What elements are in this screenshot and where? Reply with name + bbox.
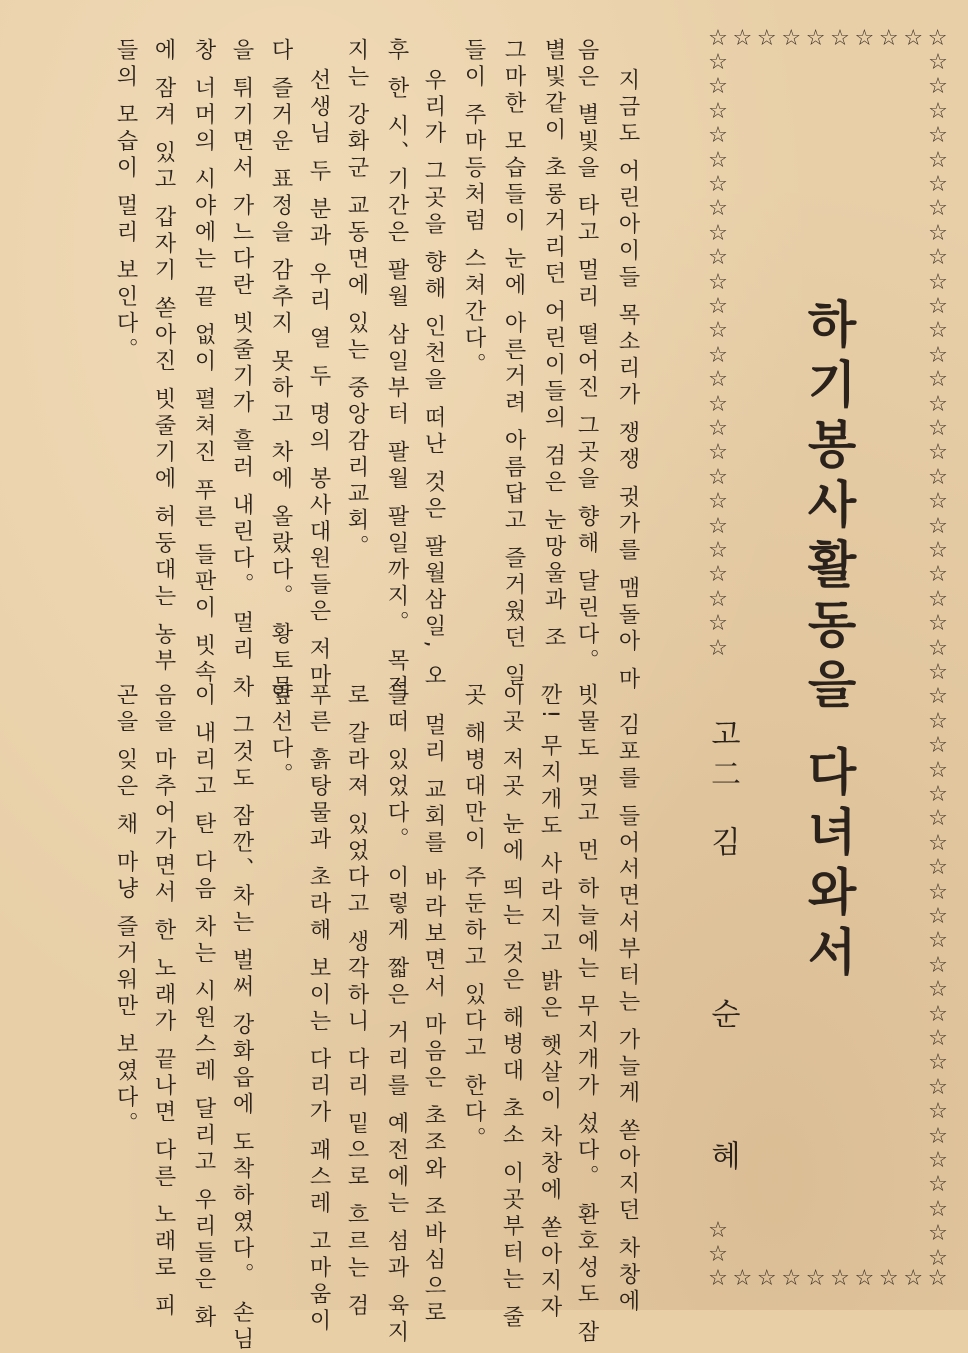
body-column: 그것도 잠깐、차는 벌써 강화읍에 도착하였다。 손님 [229,713,254,1353]
border-star-icon: ☆ [928,74,948,99]
border-star-icon: ☆ [928,50,948,75]
border-star-icon: ☆ [805,26,826,51]
border-star-icon: ☆ [928,611,948,636]
border-star-icon: ☆ [903,1266,924,1291]
border-star-icon: ☆ [708,148,728,173]
body-column: 선생님 두 분과 우리 열 두 명의 봉사대원들은 저마 [306,68,331,690]
border-star-icon: ☆ [708,465,728,490]
body-column: 빗물도 멎고 먼 하늘에는 무지개가 섰다。 환호성도 잠 [574,683,599,1347]
border-star-icon: ☆ [708,172,728,197]
border-star-icon: ☆ [708,538,728,563]
body-column: 들이 주마등처럼 스쳐간다。 [461,38,486,379]
border-star-icon: ☆ [928,294,948,319]
border-star-icon: ☆ [708,392,728,417]
border-star-icon: ☆ [732,26,753,51]
body-column: 이 내리고 탄 다음 차는 시원스레 달리고 우리들은 화 [191,683,216,1332]
body-column: 이곳 저곳 눈에 띄는 것은 해병대 초소 이곳부터는 줄 [499,683,524,1332]
border-star-icon: ☆ [928,904,948,929]
border-star-icon: ☆ [756,1266,777,1291]
border-star-icon: ☆ [928,977,948,1002]
border-star-icon: ☆ [708,1266,728,1291]
body-column: 깐! 무지개도 사라지고 밝은 햇살이 차창에 쏟아지자 [537,683,562,1322]
border-star-icon: ☆ [928,538,948,563]
border-star-icon: ☆ [928,172,948,197]
border-star-icon: ☆ [928,758,948,783]
border-star-icon: ☆ [928,221,948,246]
body-column: 곤을 잊은 채 마냥 즐거워만 보였다。 [113,683,138,1138]
border-star-icon: ☆ [928,1075,948,1100]
byline-name-3: 혜 [705,1140,740,1170]
border-star-icon: ☆ [928,1246,948,1271]
border-star-icon: ☆ [928,880,948,905]
body-column: 별빛같이 초롱거리던 어린이들의 검은 눈망울과 조 [541,38,566,652]
border-star-icon: ☆ [708,1218,728,1243]
border-star-icon: ☆ [708,26,728,51]
byline-name-1: 김 [705,826,740,856]
border-star-icon: ☆ [708,123,728,148]
body-column: 지금도 어린아이들 목소리가 쟁쟁 귓가를 맴돌아 마 [615,68,640,694]
border-star-icon: ☆ [928,1221,948,1246]
body-column: 음은 별빛을 타고 멀리 떨어진 그곳을 향해 달린다。 [574,38,599,675]
border-star-icon: ☆ [928,1002,948,1027]
border-star-icon: ☆ [928,1124,948,1149]
border-star-icon: ☆ [708,489,728,514]
border-star-icon: ☆ [928,489,948,514]
border-star-icon: ☆ [781,1266,802,1291]
border-star-icon: ☆ [928,1026,948,1051]
body-column: 우리가 그곳을 향해 인천을 떠난 것은 팔월삼일, 오 [421,68,446,690]
border-star-icon: ☆ [928,123,948,148]
body-column: 들떠 있었다。 이렇게 짧은 거리를 예전에는 섬과 육지 [384,683,409,1347]
body-column: 멀리 교회를 바라보면서 마음은 초조와 조바심으로 [421,713,446,1327]
body-column: 후 한 시、기간은 팔월 삼일부터 팔월 팔일까지。 목적 [384,38,409,702]
body-column: 다 즐거운 표정을 감추지 못하고 차에 올랐다。 황토물 [268,38,293,702]
body-column: 음을 마추어가면서 한 노래가 끝나면 다른 노래로 피 [151,683,176,1320]
body-column: 로 갈라져 있었다고 생각하니 다리 밑으로 흐르는 검 [344,683,369,1320]
border-star-icon: ☆ [928,270,948,295]
border-star-icon: ☆ [854,26,875,51]
border-star-icon: ☆ [708,50,728,75]
border-star-icon: ☆ [928,636,948,661]
body-column: 에 잠겨 있고 갑자기 쏟아진 빗줄기에 허둥대는 농부 [151,38,176,675]
border-star-icon: ☆ [928,367,948,392]
border-star-icon: ☆ [708,74,728,99]
border-star-icon: ☆ [928,855,948,880]
border-star-icon: ☆ [830,26,850,51]
border-star-icon: ☆ [708,318,728,343]
border-star-icon: ☆ [708,343,728,368]
border-star-icon: ☆ [927,26,948,51]
border-star-icon: ☆ [708,221,728,246]
border-star-icon: ☆ [708,416,728,441]
border-star-icon: ☆ [708,245,728,270]
border-star-icon: ☆ [708,440,728,465]
border-star-icon: ☆ [708,587,728,612]
body-column: 김포를 들어서면서부터는 가늘게 쏟아지던 차창에 [615,713,640,1316]
border-star-icon: ☆ [928,684,948,709]
border-star-icon: ☆ [708,367,728,392]
border-star-icon: ☆ [928,587,948,612]
border-star-icon: ☆ [878,26,899,51]
border-star-icon: ☆ [928,1172,948,1197]
body-column: 앞선다。 [268,683,293,789]
body-column: 들의 모습이 멀리 보인다。 [113,38,138,364]
border-star-icon: ☆ [928,782,948,807]
border-star-icon: ☆ [928,562,948,587]
border-star-icon: ☆ [928,318,948,343]
article-title: 하기봉사활동을 다녀와서 [799,298,857,986]
border-star-icon: ☆ [928,660,948,685]
border-star-icon: ☆ [805,1266,826,1291]
border-star-icon: ☆ [708,636,728,661]
body-column: 을 튀기면서 가느다란 빗줄기가 흘러 내린다。 멀리 차 [229,38,254,702]
body-column: 지는 강화군 교동면에 있는 중앙감리교회。 [344,38,369,561]
border-star-icon: ☆ [928,1099,948,1124]
border-star-icon: ☆ [928,416,948,441]
border-star-icon: ☆ [878,1266,899,1291]
border-star-icon: ☆ [781,26,802,51]
border-star-icon: ☆ [928,709,948,734]
border-star-icon: ☆ [928,1148,948,1173]
border-star-icon: ☆ [928,343,948,368]
border-star-icon: ☆ [928,465,948,490]
border-star-icon: ☆ [928,806,948,831]
border-star-icon: ☆ [928,440,948,465]
border-star-icon: ☆ [928,1197,948,1222]
border-star-icon: ☆ [708,514,728,539]
border-star-icon: ☆ [708,1242,728,1267]
border-star-icon: ☆ [708,562,728,587]
body-column: 푸른 흙탕물과 초라해 보이는 다리가 괘스레 고마움이 [306,683,331,1335]
border-star-icon: ☆ [928,99,948,124]
border-star-icon: ☆ [708,294,728,319]
border-star-icon: ☆ [756,26,777,51]
border-star-icon: ☆ [854,1266,875,1291]
border-star-icon: ☆ [903,26,924,51]
border-star-icon: ☆ [708,99,728,124]
border-star-icon: ☆ [830,1266,850,1291]
byline-grade: 고二 [705,718,740,798]
border-star-icon: ☆ [928,392,948,417]
border-star-icon: ☆ [708,270,728,295]
border-star-icon: ☆ [928,196,948,221]
body-column: 창 너머의 시야에는 끝 없이 펼쳐진 푸른 들판이 빗속 [191,38,216,687]
border-star-icon: ☆ [927,1266,948,1291]
border-star-icon: ☆ [708,196,728,221]
border-star-icon: ☆ [928,1050,948,1075]
border-star-icon: ☆ [928,928,948,953]
border-star-icon: ☆ [928,514,948,539]
border-star-icon: ☆ [732,1266,753,1291]
body-column: 그마한 모습들이 눈에 아른거려 아름답고 즐거웠던 일 [501,38,526,690]
body-column: 곳 해병대만이 주둔하고 있다고 한다。 [461,683,486,1153]
border-star-icon: ☆ [928,953,948,978]
byline-name-2: 순 [705,998,740,1028]
border-star-icon: ☆ [928,245,948,270]
border-star-icon: ☆ [928,733,948,758]
border-star-icon: ☆ [928,831,948,856]
border-star-icon: ☆ [928,148,948,173]
border-star-icon: ☆ [708,611,728,636]
